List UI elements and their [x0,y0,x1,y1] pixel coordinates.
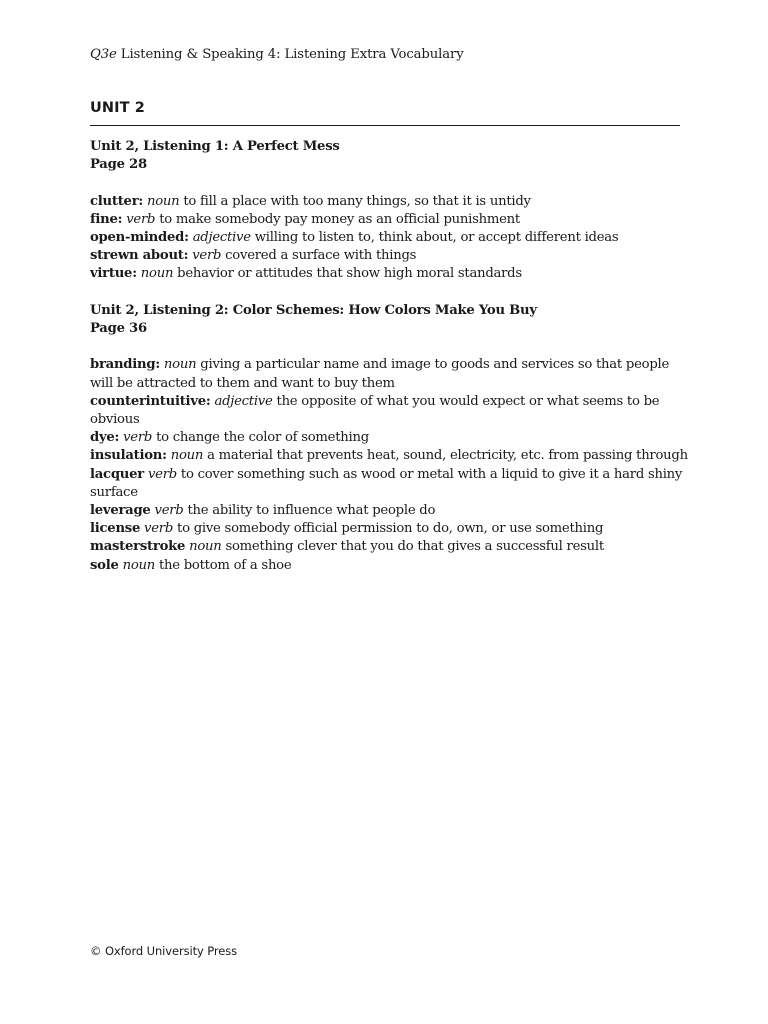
vocab-entry [90,356,690,392]
vocab-entry [90,193,690,211]
section-heading: Unit 2, Listening 2: Color Schemes: How Colors Make You Buy [90,302,537,318]
definition: to fill a place with too many things, so that it is untidy [183,193,531,209]
part-of-speech: verb [144,521,174,537]
vocab-term: counterintuitive: [90,393,211,409]
part-of-speech: noun [140,266,174,282]
definition: a material that prevents heat, sound, electricity, etc. from passing through [207,448,688,464]
vocab-entry [90,247,690,265]
part-of-speech: verb [123,430,153,446]
vocab-term: masterstroke [90,539,186,555]
running-header [90,47,464,62]
definition: giving a particular name and image to goods and services so that people will be attracted to them and want to buy them [90,357,670,391]
copyright-footer: © Oxford University Press [90,944,238,958]
vocab-entry [90,393,690,429]
document-page [90,0,688,1024]
vocab-entry [90,429,690,447]
book-code: Q3e [90,47,117,62]
vocab-term: dye: [90,430,120,446]
section-page: Page 28 [90,157,147,173]
unit-title: UNIT 2 [90,100,145,116]
definition: the bottom of a shoe [158,557,292,573]
definition: to cover something such as wood or metal with a liquid to give it a hard shiny surface [90,466,683,500]
vocab-entry [90,502,690,520]
vocab-entry [90,538,690,556]
section-heading: Unit 2, Listening 1: A Perfect Mess [90,139,340,154]
definition: to give somebody official permission to do, own, or use something [177,521,604,537]
vocab-term: fine: [90,211,123,227]
spacer [90,338,690,356]
vocabulary-content [90,138,690,575]
vocab-term: sole [90,557,119,573]
vocab-term: insulation: [90,448,167,464]
definition: to make somebody pay money as an official punishment [159,211,520,227]
vocab-entry [90,557,690,575]
part-of-speech: verb [126,211,156,227]
part-of-speech: verb [154,503,184,519]
vocab-term: clutter: [90,193,144,209]
vocab-entry [90,447,690,465]
part-of-speech: adjective [214,393,273,409]
part-of-speech: noun [163,357,197,373]
definition: covered a surface with things [225,248,417,264]
part-of-speech: noun [170,448,204,464]
spacer [90,284,690,302]
vocab-entry [90,520,690,538]
part-of-speech: noun [189,539,222,555]
definition: willing to listen to, think about, or accept different ideas [254,230,619,245]
section-page: Page 36 [90,321,147,336]
definition: the opposite of what you would expect or what seems to be obvious [90,393,660,427]
vocab-entry [90,211,690,229]
vocab-term: lacquer [90,466,144,482]
vocab-term: leverage [90,503,151,519]
unit-divider [90,125,680,126]
definition: the ability to influence what people do [187,503,436,519]
vocab-entry [90,265,690,283]
definition: to change the color of something [156,430,369,446]
vocab-term: strewn about: [90,248,189,264]
part-of-speech: verb [192,248,222,264]
part-of-speech: adjective [192,230,251,245]
vocab-term: virtue: [90,266,137,282]
part-of-speech: verb [147,466,177,482]
header-title: Listening & Speaking 4: Listening Extra Vocabulary [116,47,464,62]
definition: behavior or attitudes that show high moral standards [177,266,522,282]
definition: something clever that you do that gives a successful result [225,539,604,555]
vocab-entry [90,229,690,247]
part-of-speech: noun [146,193,180,209]
part-of-speech: noun [122,557,155,573]
vocab-term: branding: [90,357,160,373]
vocab-term: open-minded: [90,230,189,245]
vocab-entry [90,466,690,502]
vocab-term: license [90,521,141,537]
spacer [90,174,690,192]
